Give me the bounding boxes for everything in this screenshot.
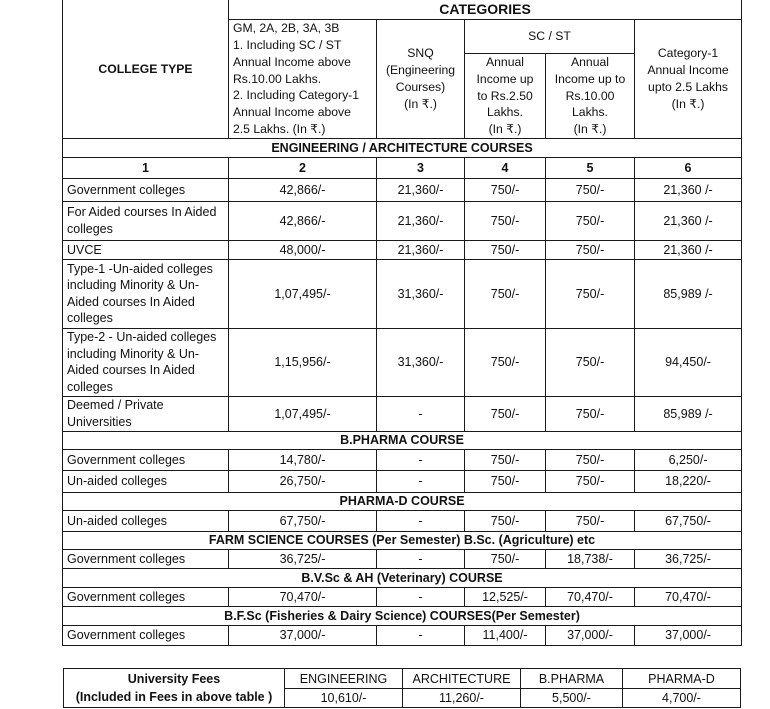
fee-cell: 70,470/- <box>546 587 635 606</box>
section-title-pharmad: PHARMA-D COURSE <box>63 492 742 510</box>
fee-cell: 750/- <box>465 549 546 568</box>
fee-cell: 750/- <box>546 470 635 492</box>
table-row <box>63 549 742 568</box>
fee-cell: 750/- <box>465 396 546 431</box>
fee-cell: 21,360/- <box>377 240 465 259</box>
column-index: 5 <box>546 157 635 178</box>
fee-cell: 750/- <box>546 201 635 240</box>
col2-header <box>229 20 377 139</box>
fee-cell: 750/- <box>465 201 546 240</box>
fee-cell: 21,360 /- <box>635 240 742 259</box>
col2-header-line: 2.5 Lakhs. (In ₹.) <box>233 121 326 136</box>
university-fees-label <box>64 669 285 708</box>
fee-cell: 750/- <box>465 470 546 492</box>
header-line: Annual <box>571 55 609 69</box>
college-name: Un-aided colleges <box>63 470 229 492</box>
fee-cell: 11,400/- <box>465 625 546 645</box>
table-row <box>63 259 742 328</box>
fee-cell: 85,989 /- <box>635 259 742 328</box>
fee-cell: 18,738/- <box>546 549 635 568</box>
fee-cell: 750/- <box>465 240 546 259</box>
college-type-header: COLLEGE TYPE <box>63 0 229 138</box>
header-line: (In ₹.) <box>573 122 607 137</box>
header-line: Income up <box>476 71 534 86</box>
college-name: Deemed / Private Universities <box>63 396 229 431</box>
table-row <box>63 587 742 606</box>
fee-cell: 31,360/- <box>377 328 465 396</box>
university-fees-column-header: PHARMA-D <box>623 669 741 689</box>
column-index-row <box>63 157 742 178</box>
table-row <box>63 449 742 470</box>
fee-cell: 21,360/- <box>377 178 465 201</box>
snq-header-line: (Engineering <box>385 63 456 78</box>
table-row <box>63 510 742 531</box>
header-line: Annual <box>486 55 524 69</box>
snq-header-line: Courses) <box>395 79 446 94</box>
snq-header-line: (In ₹.) <box>404 96 437 111</box>
category1-header-line: upto 2.5 Lakhs <box>648 79 729 94</box>
university-fees-column-header: ARCHITECTURE <box>403 669 521 689</box>
university-fees-label-line: University Fees <box>127 672 221 686</box>
fee-cell: 750/- <box>465 510 546 531</box>
college-name: Type-2 - Un-aided colleges including Minority & Un-Aided courses In Aided colleges <box>63 328 229 396</box>
fee-cell: 37,000/- <box>229 625 377 645</box>
fee-cell: - <box>377 396 465 431</box>
table-row <box>63 240 742 259</box>
fee-cell: 26,750/- <box>229 470 377 492</box>
fee-cell: 85,989 /- <box>635 396 742 431</box>
section-title-veterinary: B.V.Sc & AH (Veterinary) COURSE <box>63 568 742 587</box>
college-name: Un-aided colleges <box>63 510 229 531</box>
college-name: UVCE <box>63 240 229 259</box>
header-line: Rs.10.00 <box>565 88 615 103</box>
university-fees-label-line: (Included in Fees in above table ) <box>75 690 273 704</box>
fee-cell: 750/- <box>546 240 635 259</box>
fee-cell: 750/- <box>546 449 635 470</box>
snq-header <box>377 20 465 139</box>
fee-cell: - <box>377 470 465 492</box>
fee-cell: 48,000/- <box>229 240 377 259</box>
category1-header-line: Category-1 <box>657 46 719 61</box>
col2-header-line: 2. Including Category-1 <box>233 88 360 103</box>
fee-cell: 14,780/- <box>229 449 377 470</box>
college-name: Government colleges <box>63 587 229 606</box>
table-row <box>63 396 742 431</box>
col2-header-line: 1. Including SC / ST <box>233 38 342 52</box>
fee-cell: 750/- <box>465 178 546 201</box>
fee-cell: 750/- <box>465 328 546 396</box>
fee-cell: 31,360/- <box>377 259 465 328</box>
section-title-farm-science: FARM SCIENCE COURSES (Per Semester) B.Sc. (Agriculture) etc <box>63 531 742 549</box>
fee-cell: 42,866/- <box>229 201 377 240</box>
column-index: 6 <box>635 157 742 178</box>
college-name: Government colleges <box>63 625 229 645</box>
university-fee-value: 4,700/- <box>623 689 741 708</box>
table-row <box>63 201 742 240</box>
university-fee-value: 5,500/- <box>521 689 623 708</box>
fee-cell: 36,725/- <box>635 549 742 568</box>
fee-structure-table <box>62 0 742 646</box>
fee-cell: 750/- <box>546 259 635 328</box>
fee-cell: 750/- <box>546 396 635 431</box>
fee-cell: 21,360/- <box>377 201 465 240</box>
header-line: Lakhs. <box>572 105 608 120</box>
fee-cell: 37,000/- <box>546 625 635 645</box>
college-name: Government colleges <box>63 549 229 568</box>
college-name: Type-1 -Un-aided colleges including Minority & Un-Aided courses In Aided colleges <box>63 259 229 328</box>
fee-cell: 1,15,956/- <box>229 328 377 396</box>
header-line: to Rs.2.50 <box>477 88 533 103</box>
fee-cell: 21,360 /- <box>635 201 742 240</box>
categories-header: CATEGORIES <box>229 0 742 20</box>
category1-header <box>635 20 742 139</box>
col2-header-line: GM, 2A, 2B, 3A, 3B <box>233 21 340 36</box>
column-index: 1 <box>63 157 229 178</box>
sc-st-header: SC / ST <box>465 20 635 54</box>
col2-header-line: Rs.10.00 Lakhs. <box>233 71 322 86</box>
fee-cell: 6,250/- <box>635 449 742 470</box>
university-fee-value: 10,610/- <box>285 689 403 708</box>
header-line: Lakhs. <box>487 105 523 120</box>
header-line: (In ₹.) <box>488 122 522 137</box>
fee-cell: 42,866/- <box>229 178 377 201</box>
table-row <box>63 328 742 396</box>
column-index: 2 <box>229 157 377 178</box>
fee-cell: 94,450/- <box>635 328 742 396</box>
college-name: Government colleges <box>63 178 229 201</box>
sc-st-high-income-header <box>546 54 635 139</box>
university-fees-table <box>63 668 741 708</box>
fee-cell: 36,725/- <box>229 549 377 568</box>
fee-cell: 21,360 /- <box>635 178 742 201</box>
section-title-fisheries: B.F.Sc (Fisheries & Dairy Science) COURSES(Per Semester) <box>63 606 742 625</box>
university-fee-value: 11,260/- <box>403 689 521 708</box>
fee-cell: 750/- <box>465 449 546 470</box>
table-row <box>63 470 742 492</box>
fee-cell: - <box>377 449 465 470</box>
col2-header-line: Annual Income above <box>233 54 351 69</box>
fee-cell: - <box>377 510 465 531</box>
category1-header-line: Annual Income <box>647 63 729 78</box>
column-index: 3 <box>377 157 465 178</box>
table-row <box>63 625 742 645</box>
fee-cell: 750/- <box>465 259 546 328</box>
fee-cell: 67,750/- <box>635 510 742 531</box>
sc-st-low-income-header <box>465 54 546 139</box>
snq-header-line: SNQ <box>407 46 434 61</box>
fee-cell: - <box>377 587 465 606</box>
fee-cell: 750/- <box>546 178 635 201</box>
col2-header-line: Annual Income above <box>233 105 351 120</box>
section-title-bpharma: B.PHARMA COURSE <box>63 431 742 449</box>
fee-cell: 70,470/- <box>635 587 742 606</box>
fee-cell: 12,525/- <box>465 587 546 606</box>
header-line: Income up to <box>554 71 626 86</box>
university-fees-column-header: B.PHARMA <box>521 669 623 689</box>
category1-header-line: (In ₹.) <box>671 96 705 111</box>
fee-cell: 750/- <box>546 510 635 531</box>
fee-cell: 1,07,495/- <box>229 396 377 431</box>
fee-cell: 750/- <box>546 328 635 396</box>
fee-cell: 1,07,495/- <box>229 259 377 328</box>
section-title-engineering: ENGINEERING / ARCHITECTURE COURSES <box>63 138 742 157</box>
fee-cell: 67,750/- <box>229 510 377 531</box>
fee-cell: 37,000/- <box>635 625 742 645</box>
fee-cell: - <box>377 625 465 645</box>
table-row <box>63 178 742 201</box>
college-name: Government colleges <box>63 449 229 470</box>
fee-cell: - <box>377 549 465 568</box>
column-index: 4 <box>465 157 546 178</box>
college-name: For Aided courses In Aided colleges <box>63 201 229 240</box>
university-fees-column-header: ENGINEERING <box>285 669 403 689</box>
fee-cell: 18,220/- <box>635 470 742 492</box>
fee-cell: 70,470/- <box>229 587 377 606</box>
